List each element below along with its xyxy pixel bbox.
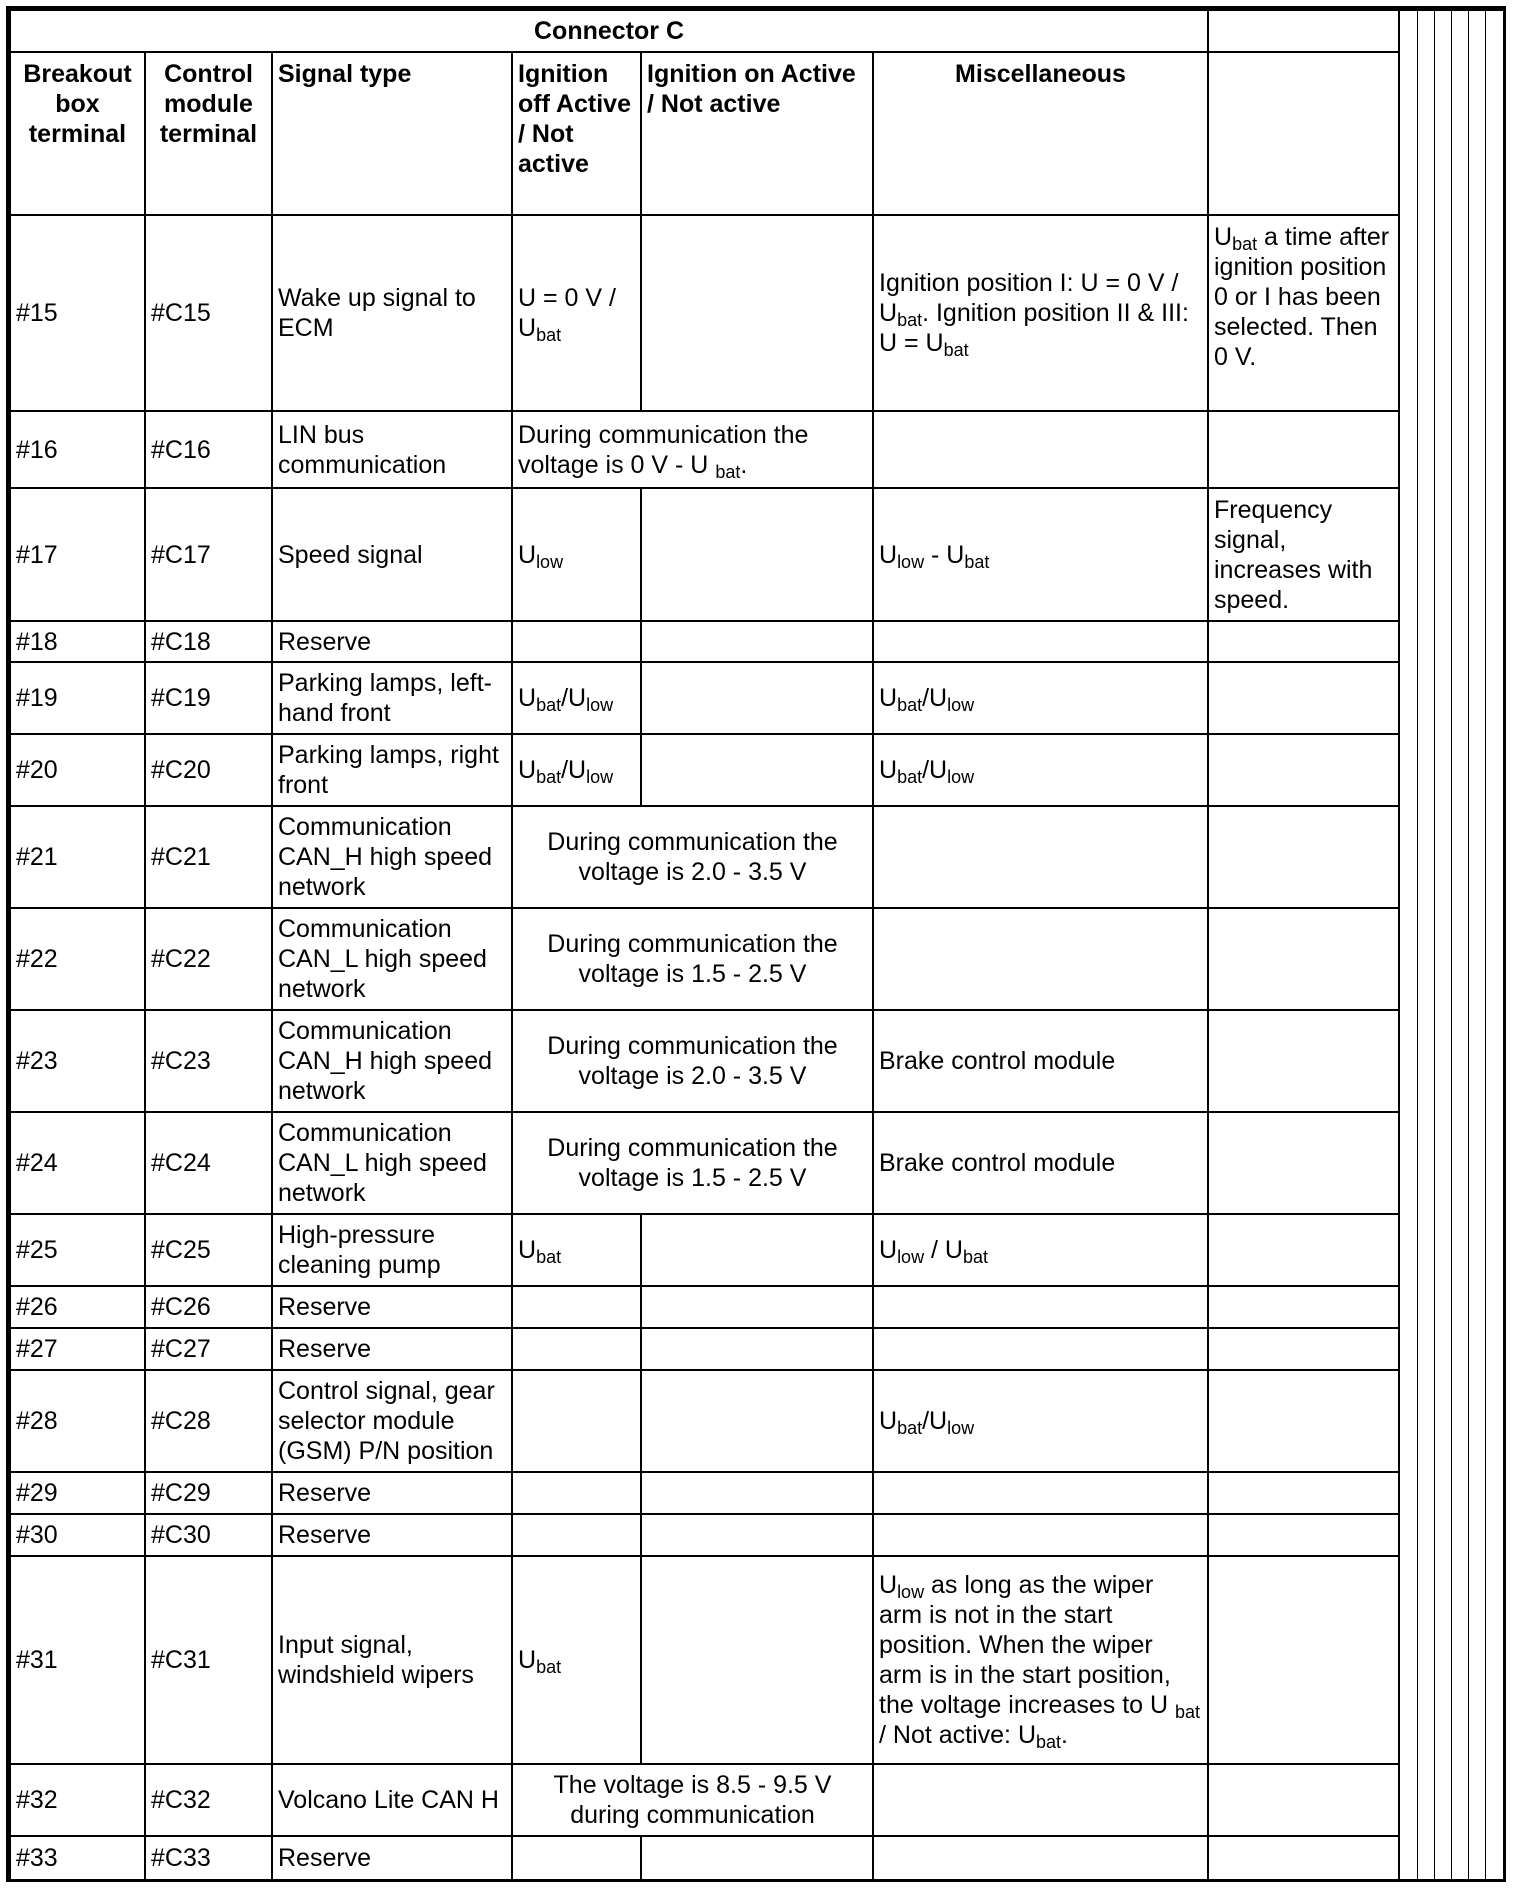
signal-type-cell: Communication CAN_H high speed network <box>272 1010 512 1112</box>
table-row <box>10 806 1504 908</box>
extra-note-cell <box>1208 411 1399 488</box>
signal-type-cell: Speed signal <box>272 488 512 621</box>
table-row <box>10 908 1504 1010</box>
control-terminal-cell: #C22 <box>145 908 272 1010</box>
extra-note-cell <box>1208 1514 1399 1556</box>
breakout-terminal-cell: #26 <box>10 1286 145 1328</box>
ignition-on-cell <box>641 1472 873 1514</box>
header-ignition-off: Ignition off Active / Not active <box>512 52 641 215</box>
misc-cell: Ignition position I: U = 0 V / $U_{bat}$. Ignition position II & III: $U = U_{bat}$ <box>873 215 1208 411</box>
signal-type-cell: LIN bus communication <box>272 411 512 488</box>
header-ignition-on: Ignition on Active / Not active <box>641 52 873 215</box>
table-row <box>10 411 1504 488</box>
ignition-on-cell <box>641 1514 873 1556</box>
signal-type-cell: Communication CAN_L high speed network <box>272 1112 512 1214</box>
signal-type-cell: Parking lamps, right front <box>272 734 512 806</box>
ignition-off-cell <box>512 1472 641 1514</box>
breakout-terminal-cell: #33 <box>10 1836 145 1880</box>
table-row <box>10 1214 1504 1286</box>
misc-cell <box>873 411 1208 488</box>
ignition-on-cell <box>641 734 873 806</box>
breakout-terminal-cell: #31 <box>10 1556 145 1764</box>
breakout-terminal-cell: #28 <box>10 1370 145 1472</box>
ignition-off-cell <box>512 1514 641 1556</box>
extra-note-cell: $U_{bat}$ a time after ignition position 0 or I has been selected. Then 0 V. <box>1208 215 1399 411</box>
breakout-terminal-cell: #16 <box>10 411 145 488</box>
misc-cell <box>873 1328 1208 1370</box>
misc-cell <box>873 908 1208 1010</box>
control-terminal-cell: #C31 <box>145 1556 272 1764</box>
signal-type-cell: Parking lamps, left-hand front <box>272 662 512 734</box>
ignition-value-cell: During communication the voltage is 0 V - U $_{bat}$. <box>512 411 873 488</box>
table-row <box>10 215 1504 411</box>
breakout-terminal-cell: #19 <box>10 662 145 734</box>
breakout-terminal-cell: #30 <box>10 1514 145 1556</box>
connector-c-table <box>9 9 1505 1881</box>
connector-table-sheet <box>6 6 1506 1882</box>
signal-type-cell: High-pressure cleaning pump <box>272 1214 512 1286</box>
extra-note-cell <box>1208 1286 1399 1328</box>
misc-cell <box>873 1514 1208 1556</box>
extra-note-cell <box>1208 621 1399 662</box>
misc-cell: $U_{low}$ as long as the wiper arm is not in the start position. When the wiper arm is in the start position, the voltage increases to U $_{bat}$ / Not active: $U_{bat}$. <box>873 1556 1208 1764</box>
signal-type-cell: Reserve <box>272 1472 512 1514</box>
ignition-off-cell: U = 0 V / $U_{bat}$ <box>512 215 641 411</box>
extra-note-cell <box>1208 1472 1399 1514</box>
signal-type-cell: Reserve <box>272 1514 512 1556</box>
signal-type-cell: Communication CAN_H high speed network <box>272 806 512 908</box>
table-row <box>10 1764 1504 1836</box>
extra-note-cell: Frequency signal, increases with speed. <box>1208 488 1399 621</box>
ignition-on-cell <box>641 662 873 734</box>
extra-note-cell <box>1208 1328 1399 1370</box>
breakout-terminal-cell: #32 <box>10 1764 145 1836</box>
header-signal: Signal type <box>272 52 512 215</box>
ignition-off-cell <box>512 621 641 662</box>
misc-cell <box>873 621 1208 662</box>
ignition-off-cell: $U_{bat}$ <box>512 1556 641 1764</box>
control-terminal-cell: #C19 <box>145 662 272 734</box>
header-breakout: Breakout box terminal <box>10 52 145 215</box>
ignition-on-cell <box>641 1556 873 1764</box>
misc-cell <box>873 1472 1208 1514</box>
signal-type-cell: Wake up signal to ECM <box>272 215 512 411</box>
ignition-off-cell <box>512 1836 641 1880</box>
header-control: Control module terminal <box>145 52 272 215</box>
table-row <box>10 734 1504 806</box>
extra-note-cell <box>1208 908 1399 1010</box>
breakout-terminal-cell: #29 <box>10 1472 145 1514</box>
table-row <box>10 621 1504 662</box>
control-terminal-cell: #C28 <box>145 1370 272 1472</box>
ignition-value-cell: During communication the voltage is 1.5 - 2.5 V <box>512 908 873 1010</box>
table-title: Connector C <box>10 10 1208 52</box>
control-terminal-cell: #C33 <box>145 1836 272 1880</box>
signal-type-cell: Reserve <box>272 1328 512 1370</box>
breakout-terminal-cell: #21 <box>10 806 145 908</box>
table-row <box>10 1010 1504 1112</box>
extra-note-cell <box>1208 1112 1399 1214</box>
control-terminal-cell: #C25 <box>145 1214 272 1286</box>
control-terminal-cell: #C17 <box>145 488 272 621</box>
ignition-off-cell <box>512 1370 641 1472</box>
ignition-on-cell <box>641 215 873 411</box>
signal-type-cell: Input signal, windshield wipers <box>272 1556 512 1764</box>
control-terminal-cell: #C32 <box>145 1764 272 1836</box>
control-terminal-cell: #C16 <box>145 411 272 488</box>
extra-note-cell <box>1208 1370 1399 1472</box>
ignition-value-cell: The voltage is 8.5 - 9.5 V during communication <box>512 1764 873 1836</box>
ignition-off-cell: $U_{bat}$ <box>512 1214 641 1286</box>
misc-cell <box>873 806 1208 908</box>
control-terminal-cell: #C21 <box>145 806 272 908</box>
ignition-off-cell <box>512 1286 641 1328</box>
misc-cell: $U_{bat}/U_{low}$ <box>873 1370 1208 1472</box>
misc-cell: $U_{low} / U_{bat}$ <box>873 1214 1208 1286</box>
ignition-on-cell <box>641 621 873 662</box>
misc-cell <box>873 1836 1208 1880</box>
signal-type-cell: Reserve <box>272 1836 512 1880</box>
ignition-off-cell <box>512 1328 641 1370</box>
control-terminal-cell: #C30 <box>145 1514 272 1556</box>
extra-note-cell <box>1208 734 1399 806</box>
extra-note-cell <box>1208 1214 1399 1286</box>
ignition-on-cell <box>641 1370 873 1472</box>
ignition-value-cell: During communication the voltage is 1.5 - 2.5 V <box>512 1112 873 1214</box>
ignition-on-cell <box>641 1214 873 1286</box>
misc-cell: $U_{bat}/U_{low}$ <box>873 734 1208 806</box>
signal-type-cell: Reserve <box>272 621 512 662</box>
breakout-terminal-cell: #24 <box>10 1112 145 1214</box>
breakout-terminal-cell: #15 <box>10 215 145 411</box>
signal-type-cell: Communication CAN_L high speed network <box>272 908 512 1010</box>
breakout-terminal-cell: #27 <box>10 1328 145 1370</box>
ignition-on-cell <box>641 488 873 621</box>
extra-note-cell <box>1208 1764 1399 1836</box>
breakout-terminal-cell: #22 <box>10 908 145 1010</box>
misc-cell <box>873 1286 1208 1328</box>
control-terminal-cell: #C26 <box>145 1286 272 1328</box>
signal-type-cell: Reserve <box>272 1286 512 1328</box>
control-terminal-cell: #C24 <box>145 1112 272 1214</box>
control-terminal-cell: #C27 <box>145 1328 272 1370</box>
table-row <box>10 1286 1504 1328</box>
table-row <box>10 1514 1504 1556</box>
ignition-on-cell <box>641 1328 873 1370</box>
control-terminal-cell: #C15 <box>145 215 272 411</box>
signal-type-cell: Control signal, gear selector module (GSM) P/N position <box>272 1370 512 1472</box>
ignition-value-cell: During communication the voltage is 2.0 - 3.5 V <box>512 1010 873 1112</box>
ignition-on-cell <box>641 1286 873 1328</box>
ignition-off-cell: $U_{bat}/U_{low}$ <box>512 662 641 734</box>
extra-note-cell <box>1208 1836 1399 1880</box>
extra-note-cell <box>1208 1556 1399 1764</box>
table-row <box>10 662 1504 734</box>
control-terminal-cell: #C20 <box>145 734 272 806</box>
table-row <box>10 1836 1504 1880</box>
breakout-terminal-cell: #18 <box>10 621 145 662</box>
control-terminal-cell: #C18 <box>145 621 272 662</box>
misc-cell <box>873 1764 1208 1836</box>
table-row <box>10 1370 1504 1472</box>
breakout-terminal-cell: #25 <box>10 1214 145 1286</box>
extra-note-cell <box>1208 806 1399 908</box>
breakout-terminal-cell: #20 <box>10 734 145 806</box>
table-row <box>10 1472 1504 1514</box>
ignition-off-cell: $U_{bat}/U_{low}$ <box>512 734 641 806</box>
table-row <box>10 1556 1504 1764</box>
table-row <box>10 488 1504 621</box>
control-terminal-cell: #C29 <box>145 1472 272 1514</box>
ignition-value-cell: During communication the voltage is 2.0 - 3.5 V <box>512 806 873 908</box>
breakout-terminal-cell: #23 <box>10 1010 145 1112</box>
misc-cell: Brake control module <box>873 1112 1208 1214</box>
signal-type-cell: Volcano Lite CAN H <box>272 1764 512 1836</box>
header-misc: Miscellaneous <box>873 52 1208 215</box>
extra-note-cell <box>1208 1010 1399 1112</box>
extra-note-cell <box>1208 662 1399 734</box>
ignition-on-cell <box>641 1836 873 1880</box>
control-terminal-cell: #C23 <box>145 1010 272 1112</box>
misc-cell: $U_{bat}/U_{low}$ <box>873 662 1208 734</box>
ignition-off-cell: $U_{low}$ <box>512 488 641 621</box>
table-row <box>10 1112 1504 1214</box>
breakout-terminal-cell: #17 <box>10 488 145 621</box>
table-row <box>10 1328 1504 1370</box>
misc-cell: $U_{low} - U_{bat}$ <box>873 488 1208 621</box>
misc-cell: Brake control module <box>873 1010 1208 1112</box>
